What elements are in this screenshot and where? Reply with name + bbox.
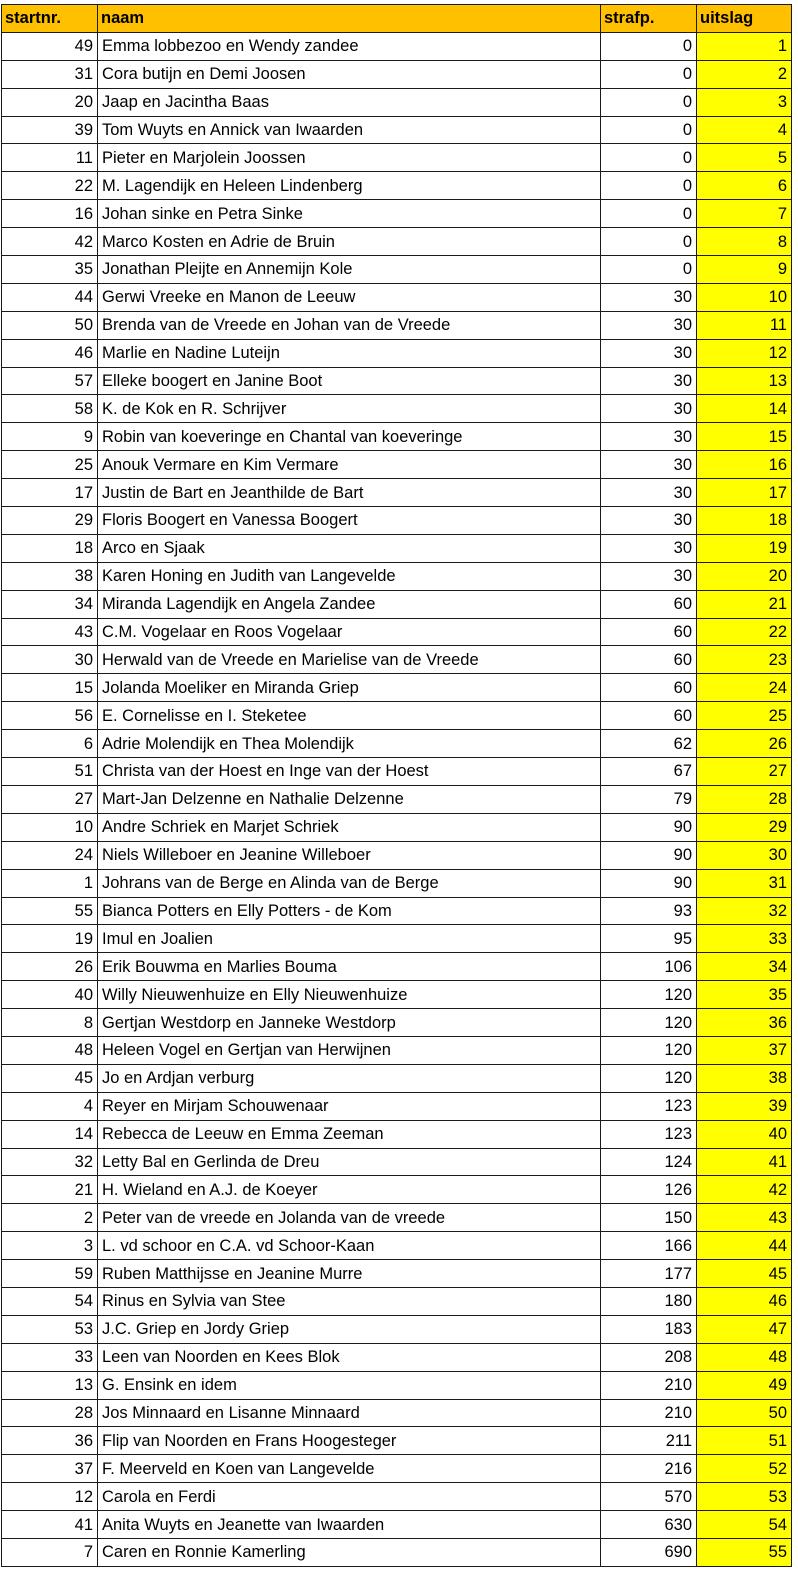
cell-naam[interactable]: Karen Honing en Judith van Langevelde — [98, 562, 601, 590]
cell-uitslag[interactable]: 22 — [697, 618, 792, 646]
table-row — [2, 646, 792, 674]
table-row — [2, 1343, 792, 1371]
cell-uitslag[interactable]: 12 — [697, 339, 792, 367]
cell-naam[interactable]: Brenda van de Vreede en Johan van de Vreede — [98, 311, 601, 339]
table-row — [2, 1455, 792, 1483]
cell-strafp[interactable]: 90 — [601, 841, 697, 869]
table-row — [2, 1371, 792, 1399]
cell-strafp[interactable]: 30 — [601, 423, 697, 451]
table-row — [2, 32, 792, 60]
cell-naam[interactable]: Flip van Noorden en Frans Hoogesteger — [98, 1427, 601, 1455]
cell-uitslag[interactable]: 28 — [697, 785, 792, 813]
cell-startnr[interactable]: 17 — [2, 479, 98, 507]
cell-startnr[interactable]: 42 — [2, 228, 98, 256]
table-row — [2, 1483, 792, 1511]
cell-naam[interactable]: Niels Willeboer en Jeanine Willeboer — [98, 841, 601, 869]
table-row — [2, 172, 792, 200]
cell-naam[interactable]: Heleen Vogel en Gertjan van Herwijnen — [98, 1036, 601, 1064]
cell-uitslag[interactable]: 36 — [697, 1009, 792, 1037]
cell-uitslag[interactable]: 35 — [697, 981, 792, 1009]
cell-strafp[interactable]: 0 — [601, 88, 697, 116]
table-row — [2, 1538, 792, 1566]
table-row — [2, 1036, 792, 1064]
cell-strafp[interactable]: 67 — [601, 758, 697, 786]
cell-strafp[interactable]: 93 — [601, 897, 697, 925]
cell-startnr[interactable]: 54 — [2, 1287, 98, 1315]
cell-strafp[interactable]: 60 — [601, 646, 697, 674]
cell-uitslag[interactable]: 38 — [697, 1064, 792, 1092]
cell-strafp[interactable]: 62 — [601, 730, 697, 758]
table-row — [2, 1315, 792, 1343]
cell-startnr[interactable]: 28 — [2, 1399, 98, 1427]
table-row — [2, 1009, 792, 1037]
cell-naam[interactable]: Justin de Bart en Jeanthilde de Bart — [98, 479, 601, 507]
cell-naam[interactable]: Rinus en Sylvia van Stee — [98, 1287, 601, 1315]
cell-startnr[interactable]: 38 — [2, 562, 98, 590]
cell-startnr[interactable]: 58 — [2, 395, 98, 423]
cell-uitslag[interactable]: 31 — [697, 869, 792, 897]
cell-naam[interactable]: Gertjan Westdorp en Janneke Westdorp — [98, 1009, 601, 1037]
cell-startnr[interactable]: 12 — [2, 1483, 98, 1511]
cell-strafp[interactable]: 60 — [601, 702, 697, 730]
cell-startnr[interactable]: 19 — [2, 925, 98, 953]
cell-uitslag[interactable]: 11 — [697, 311, 792, 339]
cell-strafp[interactable]: 30 — [601, 534, 697, 562]
results-body — [2, 32, 792, 1566]
cell-strafp[interactable]: 90 — [601, 813, 697, 841]
cell-startnr[interactable]: 25 — [2, 451, 98, 479]
table-row — [2, 144, 792, 172]
cell-startnr[interactable]: 21 — [2, 1176, 98, 1204]
cell-startnr[interactable]: 31 — [2, 60, 98, 88]
cell-uitslag[interactable]: 29 — [697, 813, 792, 841]
table-row — [2, 1287, 792, 1315]
table-row — [2, 981, 792, 1009]
cell-naam[interactable]: J.C. Griep en Jordy Griep — [98, 1315, 601, 1343]
cell-naam[interactable]: Floris Boogert en Vanessa Boogert — [98, 507, 601, 535]
cell-naam[interactable]: Imul en Joalien — [98, 925, 601, 953]
cell-strafp[interactable]: 216 — [601, 1455, 697, 1483]
cell-uitslag[interactable]: 3 — [697, 88, 792, 116]
cell-naam[interactable]: Carola en Ferdi — [98, 1483, 601, 1511]
cell-strafp[interactable]: 208 — [601, 1343, 697, 1371]
cell-uitslag[interactable]: 33 — [697, 925, 792, 953]
cell-naam[interactable]: Johrans van de Berge en Alinda van de Berge — [98, 869, 601, 897]
cell-uitslag[interactable]: 20 — [697, 562, 792, 590]
cell-strafp[interactable]: 210 — [601, 1371, 697, 1399]
table-row — [2, 1511, 792, 1539]
cell-uitslag[interactable]: 16 — [697, 451, 792, 479]
cell-startnr[interactable]: 56 — [2, 702, 98, 730]
cell-strafp[interactable]: 690 — [601, 1538, 697, 1566]
cell-uitslag[interactable]: 15 — [697, 423, 792, 451]
cell-naam[interactable]: Jonathan Pleijte en Annemijn Kole — [98, 256, 601, 284]
table-row — [2, 869, 792, 897]
cell-strafp[interactable]: 0 — [601, 60, 697, 88]
cell-strafp[interactable]: 126 — [601, 1176, 697, 1204]
table-row — [2, 953, 792, 981]
cell-strafp[interactable]: 183 — [601, 1315, 697, 1343]
cell-naam[interactable]: C.M. Vogelaar en Roos Vogelaar — [98, 618, 601, 646]
cell-startnr[interactable]: 30 — [2, 646, 98, 674]
cell-strafp[interactable]: 0 — [601, 256, 697, 284]
cell-strafp[interactable]: 123 — [601, 1120, 697, 1148]
cell-naam[interactable]: Jaap en Jacintha Baas — [98, 88, 601, 116]
cell-naam[interactable]: Johan sinke en Petra Sinke — [98, 200, 601, 228]
cell-naam[interactable]: Arco en Sjaak — [98, 534, 601, 562]
cell-naam[interactable]: Willy Nieuwenhuize en Elly Nieuwenhuize — [98, 981, 601, 1009]
cell-uitslag[interactable]: 32 — [697, 897, 792, 925]
cell-uitslag[interactable]: 26 — [697, 730, 792, 758]
cell-naam[interactable]: H. Wieland en A.J. de Koeyer — [98, 1176, 601, 1204]
cell-naam[interactable]: Erik Bouwma en Marlies Bouma — [98, 953, 601, 981]
cell-uitslag[interactable]: 51 — [697, 1427, 792, 1455]
cell-naam[interactable]: L. vd schoor en C.A. vd Schoor-Kaan — [98, 1232, 601, 1260]
cell-strafp[interactable]: 30 — [601, 451, 697, 479]
cell-naam[interactable]: F. Meerveld en Koen van Langevelde — [98, 1455, 601, 1483]
cell-naam[interactable]: K. de Kok en R. Schrijver — [98, 395, 601, 423]
cell-startnr[interactable]: 16 — [2, 200, 98, 228]
cell-uitslag[interactable]: 23 — [697, 646, 792, 674]
header-startnr[interactable]: startnr. — [2, 5, 98, 33]
cell-strafp[interactable]: 60 — [601, 618, 697, 646]
cell-naam[interactable]: Tom Wuyts en Annick van Iwaarden — [98, 116, 601, 144]
cell-startnr[interactable]: 57 — [2, 367, 98, 395]
cell-startnr[interactable]: 10 — [2, 813, 98, 841]
cell-startnr[interactable]: 7 — [2, 1538, 98, 1566]
table-row — [2, 479, 792, 507]
cell-startnr[interactable]: 22 — [2, 172, 98, 200]
cell-uitslag[interactable]: 46 — [697, 1287, 792, 1315]
cell-naam[interactable]: Robin van koeveringe en Chantal van koeveringe — [98, 423, 601, 451]
cell-strafp[interactable]: 30 — [601, 479, 697, 507]
cell-strafp[interactable]: 30 — [601, 367, 697, 395]
table-row — [2, 228, 792, 256]
table-row — [2, 88, 792, 116]
cell-strafp[interactable]: 120 — [601, 1009, 697, 1037]
cell-uitslag[interactable]: 30 — [697, 841, 792, 869]
cell-naam[interactable]: Pieter en Marjolein Joossen — [98, 144, 601, 172]
table-row — [2, 1204, 792, 1232]
cell-strafp[interactable]: 30 — [601, 283, 697, 311]
cell-uitslag[interactable]: 39 — [697, 1092, 792, 1120]
cell-uitslag[interactable]: 18 — [697, 507, 792, 535]
table-row — [2, 562, 792, 590]
cell-uitslag[interactable]: 48 — [697, 1343, 792, 1371]
cell-uitslag[interactable]: 9 — [697, 256, 792, 284]
cell-naam[interactable]: Cora butijn en Demi Joosen — [98, 60, 601, 88]
cell-strafp[interactable]: 106 — [601, 953, 697, 981]
cell-strafp[interactable]: 211 — [601, 1427, 697, 1455]
table-row — [2, 841, 792, 869]
cell-strafp[interactable]: 210 — [601, 1399, 697, 1427]
cell-startnr[interactable]: 26 — [2, 953, 98, 981]
header-uitslag[interactable]: uitslag — [697, 5, 792, 33]
cell-uitslag[interactable]: 42 — [697, 1176, 792, 1204]
cell-startnr[interactable]: 53 — [2, 1315, 98, 1343]
table-row — [2, 1092, 792, 1120]
cell-naam[interactable]: Emma lobbezoo en Wendy zandee — [98, 32, 601, 60]
table-row — [2, 1399, 792, 1427]
cell-strafp[interactable]: 79 — [601, 785, 697, 813]
cell-uitslag[interactable]: 41 — [697, 1148, 792, 1176]
cell-uitslag[interactable]: 17 — [697, 479, 792, 507]
cell-strafp[interactable]: 0 — [601, 228, 697, 256]
cell-naam[interactable]: Elleke boogert en Janine Boot — [98, 367, 601, 395]
cell-naam[interactable]: Gerwi Vreeke en Manon de Leeuw — [98, 283, 601, 311]
cell-naam[interactable]: Bianca Potters en Elly Potters - de Kom — [98, 897, 601, 925]
table-row — [2, 785, 792, 813]
table-row — [2, 1120, 792, 1148]
cell-uitslag[interactable]: 53 — [697, 1483, 792, 1511]
table-row — [2, 339, 792, 367]
cell-startnr[interactable]: 27 — [2, 785, 98, 813]
cell-uitslag[interactable]: 27 — [697, 758, 792, 786]
cell-strafp[interactable]: 95 — [601, 925, 697, 953]
cell-startnr[interactable]: 2 — [2, 1204, 98, 1232]
cell-naam[interactable]: Miranda Lagendijk en Angela Zandee — [98, 590, 601, 618]
cell-startnr[interactable]: 4 — [2, 1092, 98, 1120]
cell-uitslag[interactable]: 44 — [697, 1232, 792, 1260]
cell-naam[interactable]: Caren en Ronnie Kamerling — [98, 1538, 601, 1566]
cell-naam[interactable]: Jos Minnaard en Lisanne Minnaard — [98, 1399, 601, 1427]
cell-uitslag[interactable]: 55 — [697, 1538, 792, 1566]
cell-strafp[interactable]: 166 — [601, 1232, 697, 1260]
cell-startnr[interactable]: 35 — [2, 256, 98, 284]
table-row — [2, 256, 792, 284]
table-row — [2, 730, 792, 758]
cell-strafp[interactable]: 570 — [601, 1483, 697, 1511]
cell-uitslag[interactable]: 8 — [697, 228, 792, 256]
cell-uitslag[interactable]: 6 — [697, 172, 792, 200]
header-naam[interactable]: naam — [98, 5, 601, 33]
table-row — [2, 283, 792, 311]
table-row — [2, 200, 792, 228]
table-row — [2, 1260, 792, 1288]
cell-naam[interactable]: Rebecca de Leeuw en Emma Zeeman — [98, 1120, 601, 1148]
cell-startnr[interactable]: 50 — [2, 311, 98, 339]
header-strafp[interactable]: strafp. — [601, 5, 697, 33]
cell-strafp[interactable]: 30 — [601, 507, 697, 535]
cell-startnr[interactable]: 14 — [2, 1120, 98, 1148]
cell-startnr[interactable]: 3 — [2, 1232, 98, 1260]
table-row — [2, 507, 792, 535]
cell-uitslag[interactable]: 19 — [697, 534, 792, 562]
cell-uitslag[interactable]: 49 — [697, 1371, 792, 1399]
cell-naam[interactable]: G. Ensink en idem — [98, 1371, 601, 1399]
cell-startnr[interactable]: 49 — [2, 32, 98, 60]
cell-uitslag[interactable]: 25 — [697, 702, 792, 730]
cell-uitslag[interactable]: 7 — [697, 200, 792, 228]
cell-uitslag[interactable]: 50 — [697, 1399, 792, 1427]
header-row — [2, 5, 792, 33]
cell-startnr[interactable]: 51 — [2, 758, 98, 786]
cell-uitslag[interactable]: 45 — [697, 1260, 792, 1288]
cell-naam[interactable]: Mart-Jan Delzenne en Nathalie Delzenne — [98, 785, 601, 813]
cell-naam[interactable]: Marlie en Nadine Luteijn — [98, 339, 601, 367]
cell-startnr[interactable]: 59 — [2, 1260, 98, 1288]
cell-uitslag[interactable]: 34 — [697, 953, 792, 981]
table-row — [2, 813, 792, 841]
cell-naam[interactable]: Andre Schriek en Marjet Schriek — [98, 813, 601, 841]
cell-naam[interactable]: Anouk Vermare en Kim Vermare — [98, 451, 601, 479]
table-row — [2, 116, 792, 144]
table-row — [2, 1427, 792, 1455]
cell-startnr[interactable]: 24 — [2, 841, 98, 869]
cell-strafp[interactable]: 0 — [601, 116, 697, 144]
cell-naam[interactable]: M. Lagendijk en Heleen Lindenberg — [98, 172, 601, 200]
table-row — [2, 1232, 792, 1260]
table-row — [2, 674, 792, 702]
cell-strafp[interactable]: 120 — [601, 981, 697, 1009]
cell-startnr[interactable]: 36 — [2, 1427, 98, 1455]
cell-startnr[interactable]: 45 — [2, 1064, 98, 1092]
cell-startnr[interactable]: 9 — [2, 423, 98, 451]
cell-startnr[interactable]: 1 — [2, 869, 98, 897]
cell-uitslag[interactable]: 40 — [697, 1120, 792, 1148]
cell-startnr[interactable]: 43 — [2, 618, 98, 646]
cell-startnr[interactable]: 40 — [2, 981, 98, 1009]
cell-strafp[interactable]: 180 — [601, 1287, 697, 1315]
table-row — [2, 1176, 792, 1204]
cell-startnr[interactable]: 34 — [2, 590, 98, 618]
table-row — [2, 367, 792, 395]
cell-uitslag[interactable]: 10 — [697, 283, 792, 311]
cell-naam[interactable]: Ruben Matthijsse en Jeanine Murre — [98, 1260, 601, 1288]
cell-startnr[interactable]: 44 — [2, 283, 98, 311]
cell-strafp[interactable]: 0 — [601, 144, 697, 172]
cell-startnr[interactable]: 8 — [2, 1009, 98, 1037]
table-row — [2, 534, 792, 562]
table-row — [2, 590, 792, 618]
table-row — [2, 758, 792, 786]
cell-uitslag[interactable]: 47 — [697, 1315, 792, 1343]
cell-naam[interactable]: Leen van Noorden en Kees Blok — [98, 1343, 601, 1371]
table-row — [2, 897, 792, 925]
cell-uitslag[interactable]: 5 — [697, 144, 792, 172]
cell-startnr[interactable]: 6 — [2, 730, 98, 758]
cell-uitslag[interactable]: 54 — [697, 1511, 792, 1539]
cell-startnr[interactable]: 29 — [2, 507, 98, 535]
cell-strafp[interactable]: 0 — [601, 200, 697, 228]
cell-naam[interactable]: E. Cornelisse en I. Steketee — [98, 702, 601, 730]
table-row — [2, 395, 792, 423]
cell-uitslag[interactable]: 21 — [697, 590, 792, 618]
cell-naam[interactable]: Anita Wuyts en Jeanette van Iwaarden — [98, 1511, 601, 1539]
cell-startnr[interactable]: 15 — [2, 674, 98, 702]
cell-startnr[interactable]: 41 — [2, 1511, 98, 1539]
table-row — [2, 925, 792, 953]
cell-strafp[interactable]: 30 — [601, 562, 697, 590]
table-row — [2, 1148, 792, 1176]
cell-uitslag[interactable]: 13 — [697, 367, 792, 395]
cell-strafp[interactable]: 120 — [601, 1064, 697, 1092]
cell-strafp[interactable]: 120 — [601, 1036, 697, 1064]
cell-startnr[interactable]: 48 — [2, 1036, 98, 1064]
cell-strafp[interactable]: 30 — [601, 311, 697, 339]
cell-naam[interactable]: Letty Bal en Gerlinda de Dreu — [98, 1148, 601, 1176]
cell-strafp[interactable]: 630 — [601, 1511, 697, 1539]
cell-uitslag[interactable]: 24 — [697, 674, 792, 702]
table-row — [2, 311, 792, 339]
cell-uitslag[interactable]: 52 — [697, 1455, 792, 1483]
cell-strafp[interactable]: 124 — [601, 1148, 697, 1176]
cell-naam[interactable]: Reyer en Mirjam Schouwenaar — [98, 1092, 601, 1120]
cell-strafp[interactable]: 60 — [601, 590, 697, 618]
cell-strafp[interactable]: 30 — [601, 339, 697, 367]
cell-strafp[interactable]: 150 — [601, 1204, 697, 1232]
cell-naam[interactable]: Jo en Ardjan verburg — [98, 1064, 601, 1092]
table-row — [2, 618, 792, 646]
cell-startnr[interactable]: 20 — [2, 88, 98, 116]
table-row — [2, 423, 792, 451]
table-row — [2, 60, 792, 88]
cell-startnr[interactable]: 18 — [2, 534, 98, 562]
cell-strafp[interactable]: 90 — [601, 869, 697, 897]
table-row — [2, 1064, 792, 1092]
cell-uitslag[interactable]: 43 — [697, 1204, 792, 1232]
cell-strafp[interactable]: 30 — [601, 395, 697, 423]
cell-uitslag[interactable]: 37 — [697, 1036, 792, 1064]
cell-startnr[interactable]: 55 — [2, 897, 98, 925]
cell-strafp[interactable]: 60 — [601, 674, 697, 702]
cell-strafp[interactable]: 0 — [601, 32, 697, 60]
cell-startnr[interactable]: 32 — [2, 1148, 98, 1176]
cell-startnr[interactable]: 11 — [2, 144, 98, 172]
cell-naam[interactable]: Marco Kosten en Adrie de Bruin — [98, 228, 601, 256]
table-row — [2, 451, 792, 479]
cell-uitslag[interactable]: 14 — [697, 395, 792, 423]
results-table — [1, 4, 792, 1567]
cell-uitslag[interactable]: 1 — [697, 32, 792, 60]
cell-startnr[interactable]: 46 — [2, 339, 98, 367]
cell-strafp[interactable]: 177 — [601, 1260, 697, 1288]
cell-uitslag[interactable]: 4 — [697, 116, 792, 144]
cell-startnr[interactable]: 33 — [2, 1343, 98, 1371]
table-row — [2, 702, 792, 730]
cell-naam[interactable]: Peter van de vreede en Jolanda van de vreede — [98, 1204, 601, 1232]
cell-naam[interactable]: Christa van der Hoest en Inge van der Hoest — [98, 758, 601, 786]
cell-startnr[interactable]: 39 — [2, 116, 98, 144]
cell-naam[interactable]: Jolanda Moeliker en Miranda Griep — [98, 674, 601, 702]
cell-uitslag[interactable]: 2 — [697, 60, 792, 88]
cell-strafp[interactable]: 123 — [601, 1092, 697, 1120]
cell-naam[interactable]: Adrie Molendijk en Thea Molendijk — [98, 730, 601, 758]
cell-naam[interactable]: Herwald van de Vreede en Marielise van de Vreede — [98, 646, 601, 674]
cell-strafp[interactable]: 0 — [601, 172, 697, 200]
cell-startnr[interactable]: 13 — [2, 1371, 98, 1399]
cell-startnr[interactable]: 37 — [2, 1455, 98, 1483]
